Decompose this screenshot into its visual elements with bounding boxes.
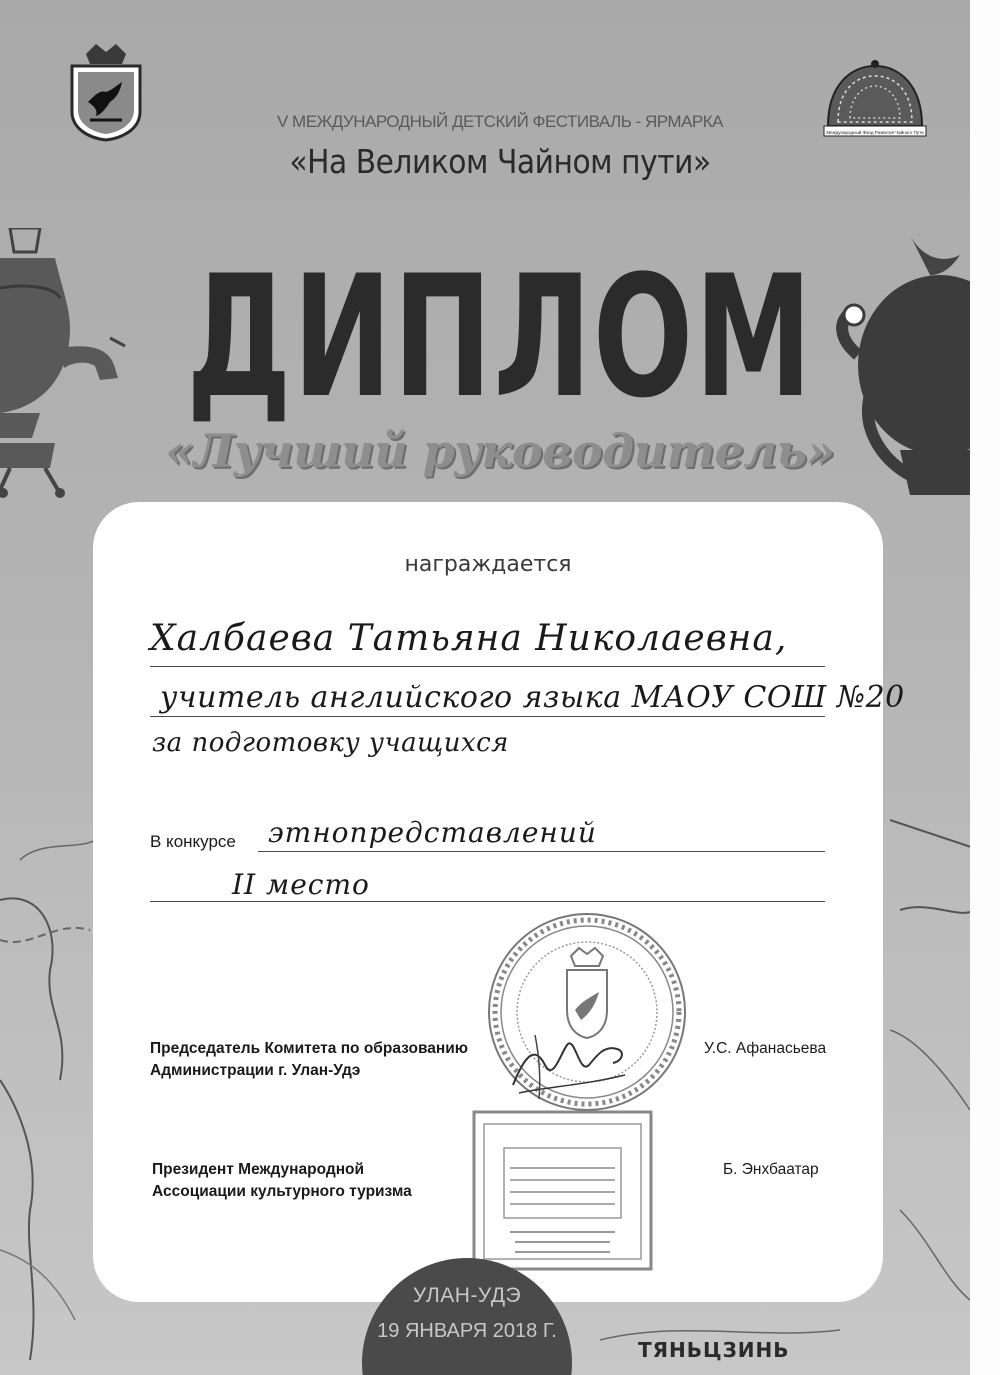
square-association-stamp	[470, 1108, 655, 1273]
signatory-2-title	[152, 1159, 412, 1203]
contest-value: этнопредставлений	[268, 816, 597, 849]
scan-margin	[970, 0, 1000, 1375]
event-date: 19 ЯНВАРЯ 2018 Г.	[377, 1320, 557, 1342]
nomination-title: «Лучший руководитель»	[165, 424, 835, 478]
signatory-1-title-line2: Администрации г. Улан-Удэ	[150, 1062, 361, 1079]
city-name: УЛАН-УДЭ	[412, 1284, 522, 1307]
signatory-2-title-line2: Ассоциации культурного туризма	[152, 1183, 412, 1200]
festival-title: «На Великом Чайном пути»	[289, 142, 711, 181]
recipient-name: Халбаева Татьяна Николаевна,	[150, 618, 788, 659]
recipient-position: учитель английского языка МАОУ СОШ №20	[160, 680, 905, 715]
festival-edition-line: V МЕЖДУНАРОДНЫЙ ДЕТСКИЙ ФЕСТИВАЛЬ - ЯРМАРКА	[276, 112, 724, 131]
signatory-1-title	[150, 1038, 468, 1082]
awarded-label: награждается	[404, 552, 572, 577]
signatory-1-name: У.С. Афанасьева	[704, 1040, 827, 1057]
tea-road-logo-caption: Международный Фонд Развития Чайного Пути	[826, 130, 924, 135]
place-underline	[150, 901, 825, 902]
signatory-1-title-line1: Председатель Комитета по образованию	[150, 1040, 469, 1057]
signatory-2-name: Б. Энхбаатар	[723, 1161, 819, 1178]
position-underline	[150, 716, 825, 717]
diploma-heading: ДИПЛОМ	[186, 239, 814, 435]
contest-label: В конкурсе	[150, 832, 236, 851]
contest-underline	[258, 851, 825, 852]
handwritten-signature	[505, 1015, 635, 1105]
map-label-tianjin: ТЯНЬЦЗИНЬ	[638, 1338, 790, 1362]
signatory-2-title-line1: Президент Международной	[152, 1161, 365, 1178]
place-value: II место	[232, 868, 370, 901]
name-underline	[150, 666, 825, 667]
award-reason: за подготовку учащихся	[152, 728, 509, 758]
